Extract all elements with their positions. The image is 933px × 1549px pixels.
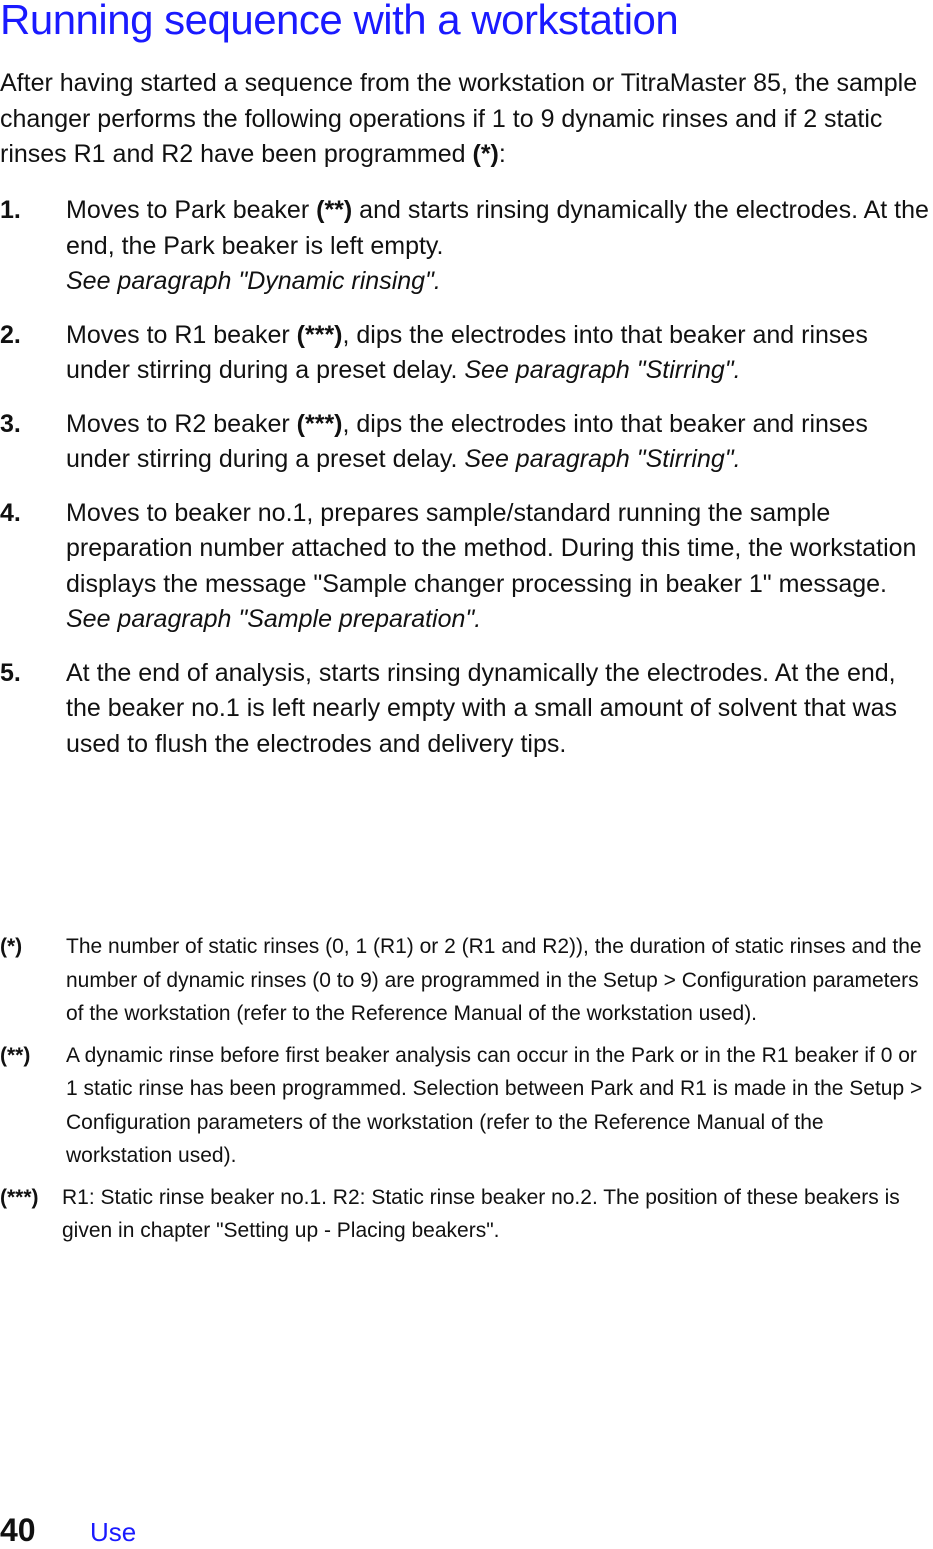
step-reference: See paragraph "Sample preparation". bbox=[66, 605, 482, 633]
intro-text: After having started a sequence from the workstation or TitraMaster 85, the sample changer performs the following operations if 1 to 9 dynamic rinses and if 2 static rinses R1 and R2 have been programmed bbox=[0, 69, 918, 168]
step-reference: See paragraph "Stirring". bbox=[464, 445, 741, 473]
step-footnote-mark: (***) bbox=[296, 409, 343, 438]
step-number: 4. bbox=[0, 498, 21, 527]
step-text bbox=[66, 496, 933, 638]
step-item bbox=[0, 656, 933, 763]
step-text bbox=[66, 193, 933, 300]
intro-paragraph bbox=[0, 66, 925, 173]
footnote-item bbox=[0, 1181, 933, 1248]
step-text-post: , dips the electrodes into that beaker and rinses under stirring during a preset delay. bbox=[66, 320, 868, 384]
footnote-text: R1: Static rinse beaker no.1. R2: Static rinse beaker no.2. The position of these beakers is given in chapter "Setting up - Placing beakers". bbox=[62, 1185, 900, 1242]
footnote-mark: (*) bbox=[0, 935, 23, 958]
step-text-pre: At the end of analysis, starts rinsing dynamically the electrodes. At the end, the beaker no.1 is left nearly empty with a small amount of solvent that was used to flush the electrodes and delivery tips. bbox=[66, 658, 897, 758]
page-footer bbox=[0, 1512, 136, 1549]
step-item bbox=[0, 318, 933, 389]
footnote-item bbox=[0, 1039, 933, 1173]
footnote-text: The number of static rinses (0, 1 (R1) or 2 (R1 and R2)), the duration of static rinses and the number of dynamic rinses (0 to 9) are programmed in the Setup > Configuration parameters of the workstation (refer to the Reference Manual of the workstation used). bbox=[66, 935, 922, 1025]
intro-end: : bbox=[498, 140, 506, 168]
step-reference: See paragraph "Dynamic rinsing". bbox=[66, 267, 441, 295]
step-reference: See paragraph "Stirring". bbox=[464, 356, 741, 384]
footnote-mark: (***) bbox=[0, 1185, 39, 1209]
footnote-list bbox=[0, 930, 933, 1256]
step-text-post: and starts rinsing dynamically the electrodes. At the end, the Park beaker is left empty. bbox=[66, 196, 929, 260]
step-text bbox=[66, 407, 933, 478]
step-footnote-mark: (***) bbox=[296, 320, 343, 349]
step-number: 5. bbox=[0, 658, 21, 687]
page-number: 40 bbox=[0, 1512, 36, 1548]
step-item bbox=[0, 496, 933, 638]
step-text-pre: Moves to R2 beaker bbox=[66, 409, 297, 438]
step-text-post: , dips the electrodes into that beaker and rinses under stirring during a preset delay. bbox=[66, 409, 868, 473]
step-list bbox=[0, 193, 933, 780]
step-number: 2. bbox=[0, 320, 21, 349]
intro-footnote-mark: (*) bbox=[472, 140, 499, 168]
step-item bbox=[0, 193, 933, 300]
step-text-pre: Moves to beaker no.1, prepares sample/standard running the sample preparation number attached to the method. During this time, the workstation displays the message "Sample changer processing in beaker 1" message. bbox=[66, 498, 917, 598]
section-name: Use bbox=[90, 1517, 137, 1547]
step-text bbox=[66, 318, 933, 389]
step-text-pre: Moves to Park beaker bbox=[66, 196, 317, 224]
step-text bbox=[66, 656, 933, 763]
step-item bbox=[0, 407, 933, 478]
step-number: 1. bbox=[0, 196, 21, 224]
step-footnote-mark: (**) bbox=[316, 196, 353, 224]
step-number: 3. bbox=[0, 409, 21, 438]
step-text-pre: Moves to R1 beaker bbox=[66, 320, 297, 349]
footnote-text: A dynamic rinse before first beaker analysis can occur in the Park or in the R1 beaker if 0 or 1 static rinse has been programmed. Selection between Park and R1 is made in the Setup > Configuration parameters of the workstation (refer to the Reference Manual of the workstation used). bbox=[66, 1043, 923, 1167]
footnote-item bbox=[0, 930, 933, 1031]
footnote-mark: (**) bbox=[0, 1043, 31, 1067]
page-title: Running sequence with a workstation bbox=[0, 0, 679, 43]
